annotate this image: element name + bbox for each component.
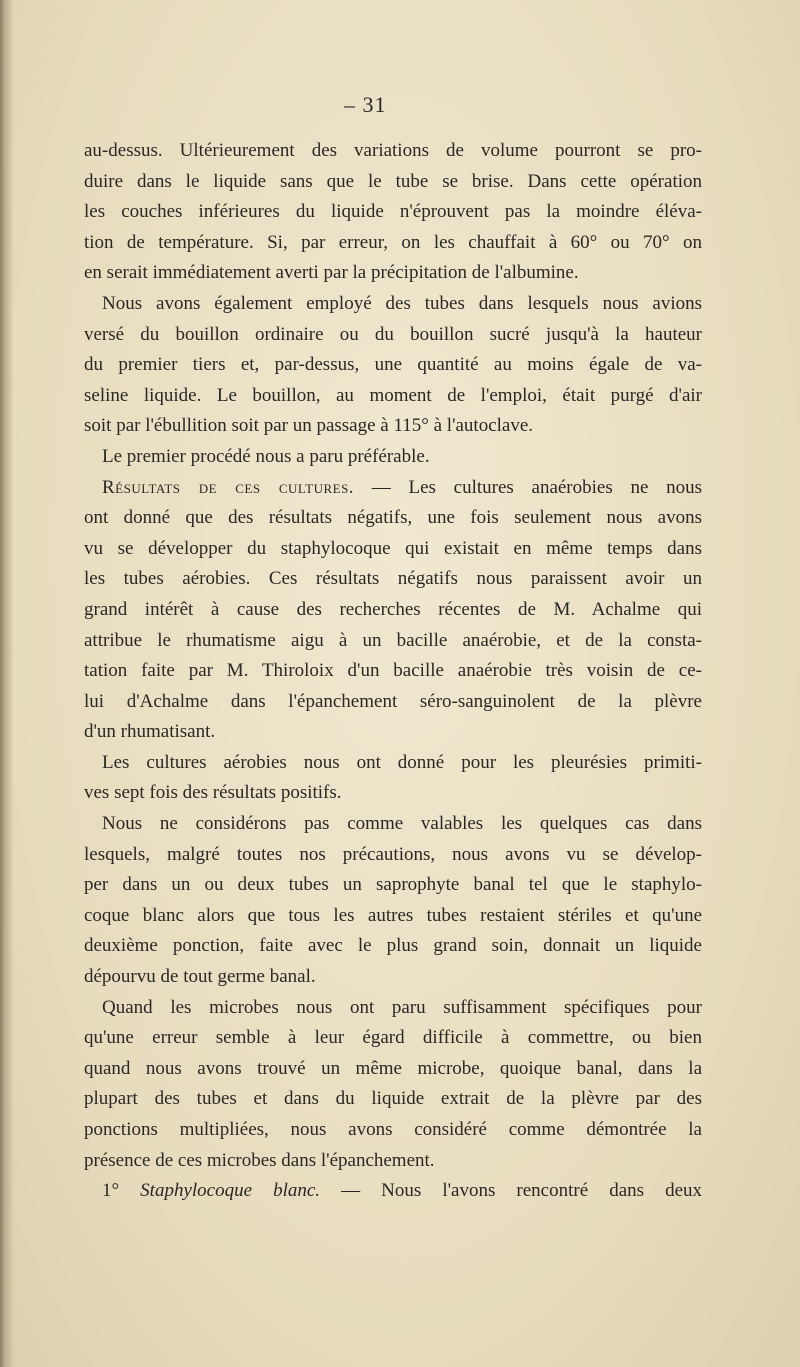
text-line: soit par l'ébullition soit par un passage à 115° à l'autoclave. — [84, 415, 534, 437]
text-line: tion de température. Si, par erreur, on les chauffait à 60° ou 70° on — [84, 231, 702, 253]
text-line: lesquels, malgré toutes nos précautions, nous avons vu se dévelop- — [84, 843, 702, 865]
text-line: per dans un ou deux tubes un saprophyte banal tel que le staphylo- — [84, 874, 702, 896]
text-line: deuxième ponction, faite avec le plus grand soin, donnait un liquide — [84, 935, 702, 957]
text-fragment: — Nous l'avons rencontré dans deux — [320, 1180, 703, 1202]
text-line — [84, 1176, 702, 1207]
text-line: du premier tiers et, par-dessus, une quantité au moins égale de va- — [84, 354, 702, 376]
text-line: ont donné que des résultats négatifs, une fois seulement nous avons — [84, 507, 702, 529]
text-line: grand intérêt à cause des recherches récentes de M. Achalme qui — [84, 598, 702, 620]
text-line: ves sept fois des résultats positifs. — [84, 782, 342, 804]
page-number: – 31 — [344, 92, 387, 117]
text-line: dépourvu de tout germe banal. — [84, 966, 316, 988]
text-line: Les cultures aérobies nous ont donné pour les pleurésies primiti- — [102, 751, 702, 773]
text-fragment: — Les cultures anaérobies ne nous — [354, 476, 703, 498]
text-line: d'un rhumatisant. — [84, 721, 216, 743]
text-line: les couches inférieures du liquide n'éprouvent pas la moindre éléva- — [84, 201, 702, 223]
text-line: duire dans le liquide sans que le tube se brise. Dans cette opération — [84, 170, 702, 192]
text-line: ponctions multipliées, nous avons considéré comme démontrée la — [84, 1119, 702, 1140]
text-line: Quand les microbes nous ont paru suffisamment spécifiques pour — [102, 996, 702, 1018]
text-line: attribue le rhumatisme aigu à un bacille anaérobie, et de la consta- — [84, 629, 702, 651]
text-line: lui d'Achalme dans l'épanchement séro-sanguinolent de la plèvre — [84, 690, 702, 712]
text-line — [84, 473, 702, 504]
text-line: vu se développer du staphylocoque qui existait en même temps dans — [84, 537, 702, 559]
text-line: en serait immédiatement averti par la précipitation de l'albumine. — [84, 262, 579, 284]
text-line: plupart des tubes et dans du liquide extrait de la plèvre par des — [84, 1088, 702, 1110]
text-line: Nous ne considérons pas comme valables les quelques cas dans — [102, 813, 702, 835]
body-text — [84, 136, 702, 1207]
text-line: coque blanc alors que tous les autres tubes restaient stériles et qu'une — [84, 904, 702, 926]
binding-shadow — [0, 0, 14, 1367]
section-heading: Résultats de ces cultures. — [102, 476, 355, 498]
text-line: tation faite par M. Thiroloix d'un bacille anaérobie très voisin de ce- — [84, 660, 702, 682]
item-title: Staphylocoque blanc. — [140, 1180, 321, 1202]
text-line: présence de ces microbes dans l'épanchement. — [84, 1149, 435, 1171]
item-number: 1° — [102, 1180, 120, 1202]
text-line: versé du bouillon ordinaire ou du bouillon sucré jusqu'à la hauteur — [84, 323, 702, 345]
text-line: Nous avons également employé des tubes dans lesquels nous avions — [102, 292, 702, 314]
text-line: seline liquide. Le bouillon, au moment de l'emploi, était purgé d'air — [84, 384, 702, 406]
text-line: au-dessus. Ultérieurement des variations de volume pourront se pro- — [84, 140, 702, 161]
text-line: qu'une erreur semble à leur égard difficile à commettre, ou bien — [84, 1027, 702, 1049]
text-line: les tubes aérobies. Ces résultats négatifs nous paraissent avoir un — [84, 568, 702, 590]
text-line: Le premier procédé nous a paru préférable. — [102, 445, 430, 467]
text-line: quand nous avons trouvé un même microbe, quoique banal, dans la — [84, 1057, 702, 1079]
